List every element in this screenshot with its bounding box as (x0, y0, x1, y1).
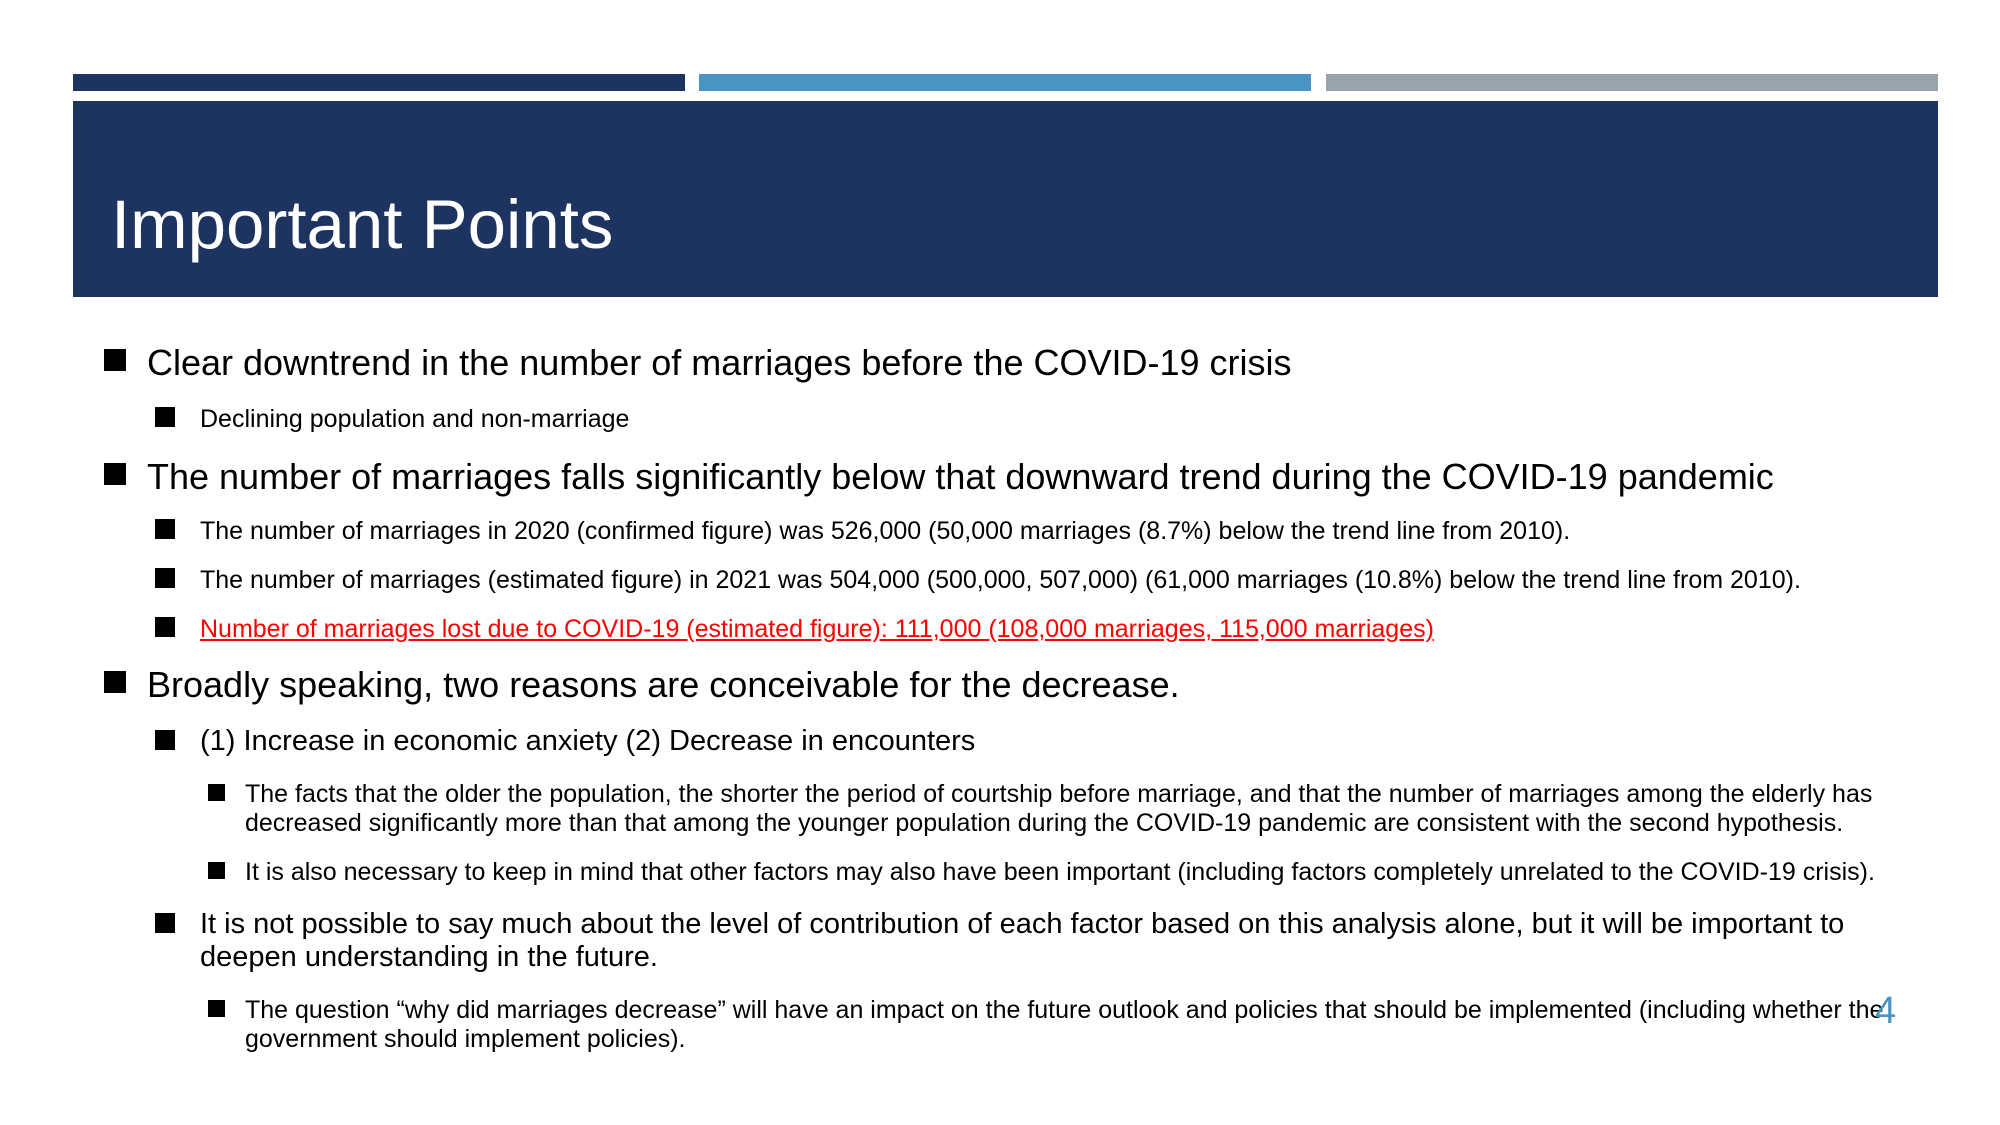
accent-bar-navy (73, 74, 685, 91)
bullet-square-icon (155, 568, 175, 588)
bullet-l2-contribution-of-factors (200, 908, 1890, 975)
bullet-l3-other-factors (245, 858, 1945, 887)
bullet-text: The number of marriages falls significantly below that downward trend during the COVID-19 pandemic (147, 456, 1774, 497)
bullet-square-icon (155, 617, 175, 637)
bullet-square-icon (208, 1000, 225, 1017)
bullet-text: The number of marriages (estimated figure) in 2021 was 504,000 (500,000, 507,000) (61,000 marriages (10.8%) below the trend line from 2010). (200, 566, 1801, 594)
page-number: 4 (1875, 990, 1897, 1032)
accent-bar-blue (699, 74, 1311, 91)
bullet-text: The question “why did marriages decrease” will have an impact on the future outlook and policies that should be implemented (including whether the government should implement policies). (245, 996, 1884, 1053)
bullet-square-icon (155, 407, 175, 427)
bullet-l1-downtrend (147, 342, 1907, 383)
bullet-text: Clear downtrend in the number of marriages before the COVID-19 crisis (147, 342, 1292, 383)
slide-title: Important Points (111, 186, 614, 263)
bullet-l2-economic-anxiety-encounters (200, 725, 1900, 758)
bullet-square-icon (104, 671, 126, 693)
bullet-square-icon (155, 519, 175, 539)
bullet-text: Declining population and non-marriage (200, 405, 630, 433)
bullet-text: It is also necessary to keep in mind that other factors may also have been important (including factors completely unrelated to the COVID-19 crisis). (245, 858, 1875, 886)
bullet-l2-marriages-2020 (200, 517, 1900, 546)
bullet-square-icon (104, 349, 126, 371)
bullet-square-icon (208, 784, 225, 801)
bullet-text: Broadly speaking, two reasons are conceivable for the decrease. (147, 664, 1180, 705)
bullet-l1-falls-below-trend (147, 456, 1907, 497)
bullet-l3-older-population (245, 780, 1905, 838)
bullet-l2-marriages-lost (200, 615, 1900, 644)
bullet-square-icon (155, 730, 175, 750)
bullet-square-icon (104, 463, 126, 485)
bullet-square-icon (155, 913, 175, 933)
bullet-text: The number of marriages in 2020 (confirmed figure) was 526,000 (50,000 marriages (8.7%) below the trend line from 2010). (200, 517, 1571, 545)
bullet-square-icon (208, 862, 225, 879)
bullet-l2-declining-population (200, 405, 1900, 434)
bullet-text: It is not possible to say much about the level of contribution of each factor based on this analysis alone, but it will be important to deepen understanding in the future. (200, 908, 1845, 974)
bullet-l2-marriages-2021 (200, 566, 1940, 595)
bullet-l1-two-reasons (147, 664, 1907, 705)
bullet-l3-why-decrease-question (245, 996, 1905, 1054)
bullet-text: The facts that the older the population, the shorter the period of courtship before marriage, and that the number of marriages among the elderly has decreased significantly more than that among the younger population during the COVID-19 pandemic are consistent with the second hypothesis. (245, 780, 1873, 837)
accent-bar-gray (1326, 74, 1938, 91)
highlighted-bullet-text: Number of marriages lost due to COVID-19 (estimated figure): 111,000 (108,000 marriages, 115,000 marriages) (200, 615, 1434, 643)
bullet-text: (1) Increase in economic anxiety (2) Decrease in encounters (200, 725, 976, 757)
